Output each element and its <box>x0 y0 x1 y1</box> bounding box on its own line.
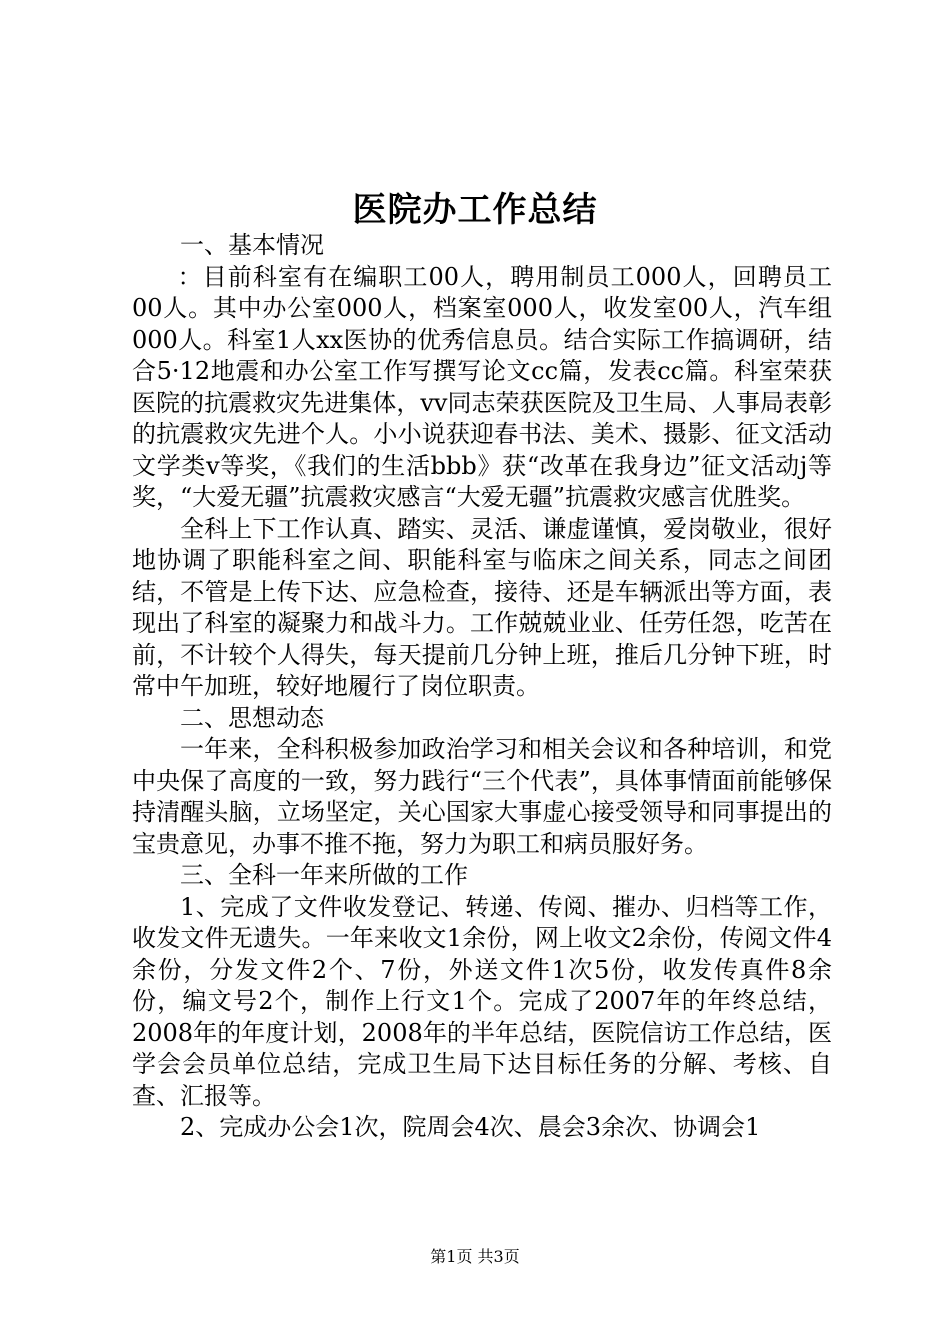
body-paragraph: 一年来，全科积极参加政治学习和相关会议和各种培训，和党中央保了高度的一致，努力践行“三个代表”，具体事情面前能够保持清醒头脑，立场坚定，关心国家大事虚心接受领导和同事提出的宝贵意见，办事不推不拖，努力为职工和病员服好务。 <box>132 735 832 858</box>
body-paragraph: 全科上下工作认真、踏实、灵活、谦虚谨慎，爱岗敬业，很好地协调了职能科室之间、职能科室与临床之间关系，同志之间团结，不管是上传下达、应急检查，接待、还是车辆派出等方面，表现出了科室的凝聚力和战斗力。工作兢兢业业、任劳任怨，吃苦在前，不计较个人得失，每天提前几分钟上班，推后几分钟下班，时常中午加班，较好地履行了岗位职责。 <box>132 514 832 700</box>
document-body <box>132 230 832 1144</box>
document-title: 医院办工作总结 <box>352 190 598 230</box>
page-footer: 第1页 共3页 <box>430 1247 520 1266</box>
section-heading: 一、基本情况 <box>180 231 324 259</box>
body-paragraph: 1、完成了文件收发登记、转递、传阅、摧办、归档等工作，收发文件无遗失。一年来收文1余份，网上收文2余份，传阅文件4余份，分发文件2个、7份，外送文件1次5份，收发传真件8余份，编文号2个，制作上行文1个。完成了2007年的年终总结，2008年的年度计划，2008年的半年总结，医院信访工作总结，医学会会员单位总结，完成卫生局下达目标任务的分解、考核、自查、汇报等。 <box>132 892 832 1110</box>
body-paragraph: ：目前科室有在编职工00人，聘用制员工000人，回聘员工00人。其中办公室000人，档案室000人，收发室00人，汽车组000人。科室1人xx医协的优秀信息员。结合实际工作搞调研，结合5·12地震和办公室工作写撰写论文cc篇，发表cc篇。科室荣获医院的抗震救灾先进集体，vv同志荣获医院及卫生局、人事局表彰的抗震救灾先进个人。小小说获迎春书法、美术、摄影、征文活动文学类v等奖，《我们的生活bbb》获“改革在我身边”征文活动j等奖，“大爱无疆”抗震救灾感言“大爱无疆”抗震救灾感言优胜奖。 <box>132 262 832 511</box>
section-heading: 二、思想动态 <box>180 703 324 732</box>
body-paragraph: 2、完成办公会1次，院周会4次、晨会3余次、协调会1 <box>180 1113 761 1141</box>
section-heading: 三、全科一年来所做的工作 <box>180 861 468 889</box>
